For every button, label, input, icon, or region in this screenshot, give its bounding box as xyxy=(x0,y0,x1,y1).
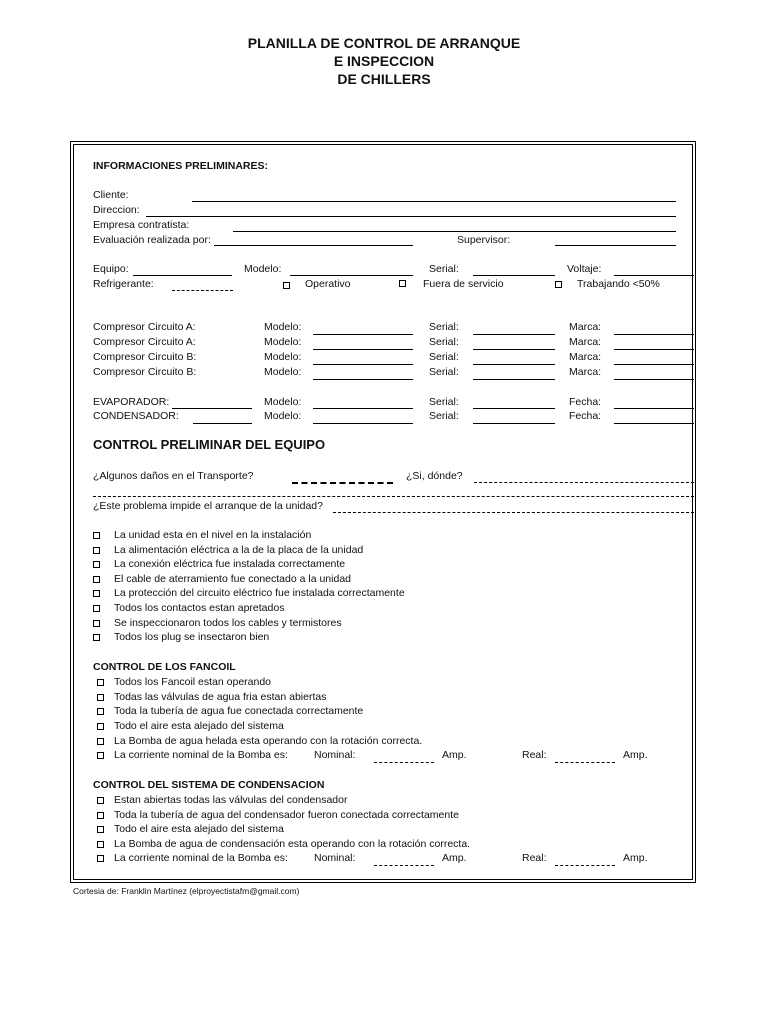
equipo-field[interactable] xyxy=(133,275,232,276)
compressor-label: Compresor Circuito B: xyxy=(93,366,197,378)
donde-field-line2[interactable] xyxy=(93,496,694,497)
evaporador-modelo-label: Modelo: xyxy=(264,396,302,408)
refrigerante-field[interactable] xyxy=(172,290,233,291)
checklist-checkbox[interactable] xyxy=(93,561,100,568)
checklist-item: La alimentación eléctrica a la de la placa de la unidad xyxy=(114,544,364,556)
evaporador-serial-label: Serial: xyxy=(429,396,459,408)
compressor-serial-field[interactable] xyxy=(473,364,555,365)
compressor-modelo-field[interactable] xyxy=(313,364,413,365)
condensacion-real-label: Real: xyxy=(522,852,547,864)
condensador-serial-label: Serial: xyxy=(429,410,459,422)
page-title-line1: PLANILLA DE CONTROL DE ARRANQUE xyxy=(247,35,521,51)
checklist-checkbox[interactable] xyxy=(97,841,104,848)
evaluacion-field[interactable] xyxy=(214,245,413,246)
checklist-item: Estan abiertas todas las válvulas del condensador xyxy=(114,794,348,806)
evaluacion-label: Evaluación realizada por: xyxy=(93,234,211,246)
fuera-servicio-label: Fuera de servicio xyxy=(423,278,504,290)
condensador-label: CONDENSADOR: xyxy=(93,410,179,422)
checklist-item: Se inspeccionaron todos los cables y termistores xyxy=(114,617,342,629)
checklist-checkbox[interactable] xyxy=(97,812,104,819)
checklist-item: La Bomba de agua de condensación esta operando con la rotación correcta. xyxy=(114,838,471,850)
condensacion-amp-label: Amp. xyxy=(442,852,467,864)
condensador-fecha-label: Fecha: xyxy=(569,410,602,422)
compressor-serial-label: Serial: xyxy=(429,366,459,378)
voltaje-field[interactable] xyxy=(614,275,694,276)
checklist-checkbox[interactable] xyxy=(93,634,100,641)
checklist-checkbox[interactable] xyxy=(97,723,104,730)
fuera-servicio-checkbox[interactable] xyxy=(399,280,406,287)
fancoil-amp2-label: Amp. xyxy=(623,749,648,761)
compressor-label: Compresor Circuito A: xyxy=(93,336,196,348)
compressor-serial-label: Serial: xyxy=(429,336,459,348)
refrigerante-label: Refrigerante: xyxy=(93,278,154,290)
fancoil-current-label: La corriente nominal de la Bomba es: xyxy=(114,749,288,761)
checklist-checkbox[interactable] xyxy=(93,590,100,597)
compressor-modelo-field[interactable] xyxy=(313,349,413,350)
condensador-field[interactable] xyxy=(193,423,252,424)
compressor-modelo-label: Modelo: xyxy=(264,336,302,348)
cliente-label: Cliente: xyxy=(93,189,129,201)
control-preliminar-heading: CONTROL PRELIMINAR DEL EQUIPO xyxy=(93,437,326,452)
serial-label: Serial: xyxy=(429,263,459,275)
checklist-checkbox[interactable] xyxy=(93,547,100,554)
compressor-modelo-field[interactable] xyxy=(313,379,413,380)
modelo-label: Modelo: xyxy=(244,263,282,275)
compressor-serial-label: Serial: xyxy=(429,321,459,333)
checklist-checkbox[interactable] xyxy=(97,752,104,759)
checklist-checkbox[interactable] xyxy=(93,620,100,627)
condensacion-real-field[interactable] xyxy=(555,865,615,866)
voltaje-label: Voltaje: xyxy=(567,263,602,275)
compressor-label: Compresor Circuito A: xyxy=(93,321,196,333)
condensador-modelo-label: Modelo: xyxy=(264,410,302,422)
donde-field[interactable] xyxy=(474,482,694,483)
checklist-checkbox[interactable] xyxy=(93,605,100,612)
condensacion-current-label: La corriente nominal de la Bomba es: xyxy=(114,852,288,864)
compressor-modelo-field[interactable] xyxy=(313,334,413,335)
checklist-item: La Bomba de agua helada esta operando con la rotación correcta. xyxy=(114,735,423,747)
checklist-checkbox[interactable] xyxy=(97,826,104,833)
fancoil-amp-label: Amp. xyxy=(442,749,467,761)
compressor-marca-field[interactable] xyxy=(614,379,694,380)
operativo-label: Operativo xyxy=(305,278,351,290)
condensador-fecha-field[interactable] xyxy=(614,423,694,424)
compressor-marca-label: Marca: xyxy=(569,321,602,333)
checklist-item: Todos los Fancoil estan operando xyxy=(114,676,272,688)
arranque-field[interactable] xyxy=(333,512,694,513)
arranque-question: ¿Este problema impide el arranque de la unidad? xyxy=(93,500,323,512)
evaporador-serial-field[interactable] xyxy=(473,408,555,409)
condensador-serial-field[interactable] xyxy=(473,423,555,424)
checklist-item: Todos los plug se insectaron bien xyxy=(114,631,270,643)
equipo-label: Equipo: xyxy=(93,263,129,275)
evaporador-label: EVAPORADOR: xyxy=(93,396,170,408)
direccion-label: Direccion: xyxy=(93,204,140,216)
compressor-marca-field[interactable] xyxy=(614,349,694,350)
page-title-line3: DE CHILLERS xyxy=(337,71,431,87)
compressor-label: Compresor Circuito B: xyxy=(93,351,197,363)
modelo-field[interactable] xyxy=(290,275,413,276)
checklist-checkbox[interactable] xyxy=(97,694,104,701)
checklist-checkbox[interactable] xyxy=(97,679,104,686)
trabajando-label: Trabajando <50% xyxy=(577,278,660,290)
compressor-modelo-label: Modelo: xyxy=(264,321,302,333)
condensacion-amp2-label: Amp. xyxy=(623,852,648,864)
supervisor-label: Supervisor: xyxy=(457,234,511,246)
compressor-modelo-label: Modelo: xyxy=(264,351,302,363)
direccion-field[interactable] xyxy=(146,216,676,217)
checklist-item: Toda la tubería de agua fue conectada correctamente xyxy=(114,705,364,717)
compressor-serial-field[interactable] xyxy=(473,379,555,380)
compressor-marca-label: Marca: xyxy=(569,351,602,363)
empresa-label: Empresa contratista: xyxy=(93,219,190,231)
fancoil-nominal-label: Nominal: xyxy=(314,749,356,761)
checklist-checkbox[interactable] xyxy=(93,576,100,583)
fancoil-heading: CONTROL DE LOS FANCOIL xyxy=(93,661,236,673)
page-title-line2: E INSPECCION xyxy=(333,53,435,69)
evaporador-modelo-field[interactable] xyxy=(313,408,413,409)
condensador-modelo-field[interactable] xyxy=(313,423,413,424)
compressor-marca-label: Marca: xyxy=(569,336,602,348)
compressor-serial-field[interactable] xyxy=(473,349,555,350)
checklist-item: Todo el aire esta alejado del sistema xyxy=(114,720,284,732)
checklist-item: Todos los contactos estan apretados xyxy=(114,602,285,614)
compressor-marca-field[interactable] xyxy=(614,364,694,365)
donde-question: ¿Si, dónde? xyxy=(406,470,463,482)
trabajando-checkbox[interactable] xyxy=(555,281,562,288)
checklist-item: Toda la tubería de agua del condensador fueron conectada correctamente xyxy=(114,809,459,821)
fancoil-nominal-field[interactable] xyxy=(374,762,434,763)
supervisor-field[interactable] xyxy=(555,245,676,246)
fancoil-real-label: Real: xyxy=(522,749,547,761)
empresa-field[interactable] xyxy=(233,231,676,232)
checklist-checkbox[interactable] xyxy=(93,532,100,539)
checklist-item: La protección del circuito eléctrico fue instalada correctamente xyxy=(114,587,405,599)
checklist-checkbox[interactable] xyxy=(97,738,104,745)
checklist-checkbox[interactable] xyxy=(97,855,104,862)
transporte-answer-field[interactable] xyxy=(292,482,393,484)
operativo-checkbox[interactable] xyxy=(283,282,290,289)
checklist-item: El cable de aterramiento fue conectado a la unidad xyxy=(114,573,351,585)
compressor-modelo-label: Modelo: xyxy=(264,366,302,378)
evaporador-field[interactable] xyxy=(172,408,252,409)
compressor-marca-field[interactable] xyxy=(614,334,694,335)
fancoil-real-field[interactable] xyxy=(555,762,615,763)
cliente-field[interactable] xyxy=(192,201,676,202)
checklist-item: La unidad esta en el nivel en la instalación xyxy=(114,529,312,541)
checklist-item: Todas las válvulas de agua fria estan abiertas xyxy=(114,691,327,703)
compressor-serial-field[interactable] xyxy=(473,334,555,335)
condensacion-nominal-field[interactable] xyxy=(374,865,434,866)
checklist-checkbox[interactable] xyxy=(97,797,104,804)
transporte-question: ¿Algunos daños en el Transporte? xyxy=(93,470,254,482)
evaporador-fecha-field[interactable] xyxy=(614,408,694,409)
condensacion-nominal-label: Nominal: xyxy=(314,852,356,864)
compressor-marca-label: Marca: xyxy=(569,366,602,378)
compressor-serial-label: Serial: xyxy=(429,351,459,363)
condensacion-heading: CONTROL DEL SISTEMA DE CONDENSACION xyxy=(93,779,325,791)
footer-credit: Cortesia de: Franklin Martínez (elproyectistafm@gmail.com) xyxy=(73,886,300,896)
checklist-item: Todo el aire esta alejado del sistema xyxy=(114,823,284,835)
evaporador-fecha-label: Fecha: xyxy=(569,396,602,408)
checklist-item: La conexión eléctrica fue instalada correctamente xyxy=(114,558,346,570)
preliminary-heading: INFORMACIONES PRELIMINARES: xyxy=(93,160,269,172)
serial-field[interactable] xyxy=(473,275,555,276)
checklist-checkbox[interactable] xyxy=(97,708,104,715)
